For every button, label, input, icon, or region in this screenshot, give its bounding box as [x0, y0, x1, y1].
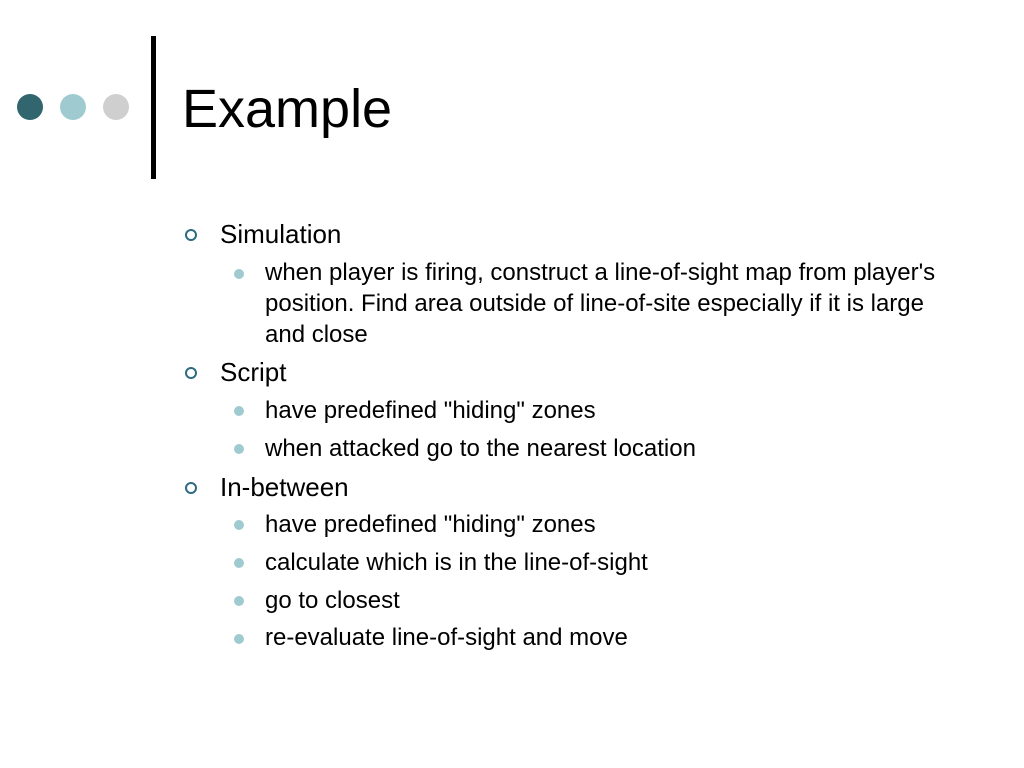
- list-item: have predefined "hiding" zones: [265, 511, 596, 538]
- section-heading-in-between: In-between: [220, 472, 349, 502]
- level2-bullet-icon: [234, 634, 244, 644]
- list-item: when attacked go to the nearest location: [265, 435, 696, 462]
- level1-bullet-icon: [185, 229, 197, 241]
- slide-title: Example: [182, 79, 393, 139]
- level2-bullet-icon: [234, 269, 244, 279]
- list-item: re-evaluate line-of-sight and move: [265, 624, 628, 651]
- level1-bullet-icon: [185, 367, 197, 379]
- level2-bullet-icon: [234, 596, 244, 606]
- level2-bullet-icon: [234, 520, 244, 530]
- list-item: go to closest: [265, 587, 400, 614]
- section-heading-simulation: Simulation: [220, 219, 342, 249]
- level2-bullet-icon: [234, 406, 244, 416]
- level2-bullet-icon: [234, 444, 244, 454]
- list-item: when player is firing, construct a line-of-sight map from player's position. Find area outside of line-of-site especially if it is large and close: [265, 259, 936, 348]
- list-item: have predefined "hiding" zones: [265, 397, 596, 424]
- section-heading-script: Script: [220, 357, 287, 387]
- level2-bullet-icon: [234, 558, 244, 568]
- list-item: calculate which is in the line-of-sight: [265, 549, 648, 576]
- level1-bullet-icon: [185, 482, 197, 494]
